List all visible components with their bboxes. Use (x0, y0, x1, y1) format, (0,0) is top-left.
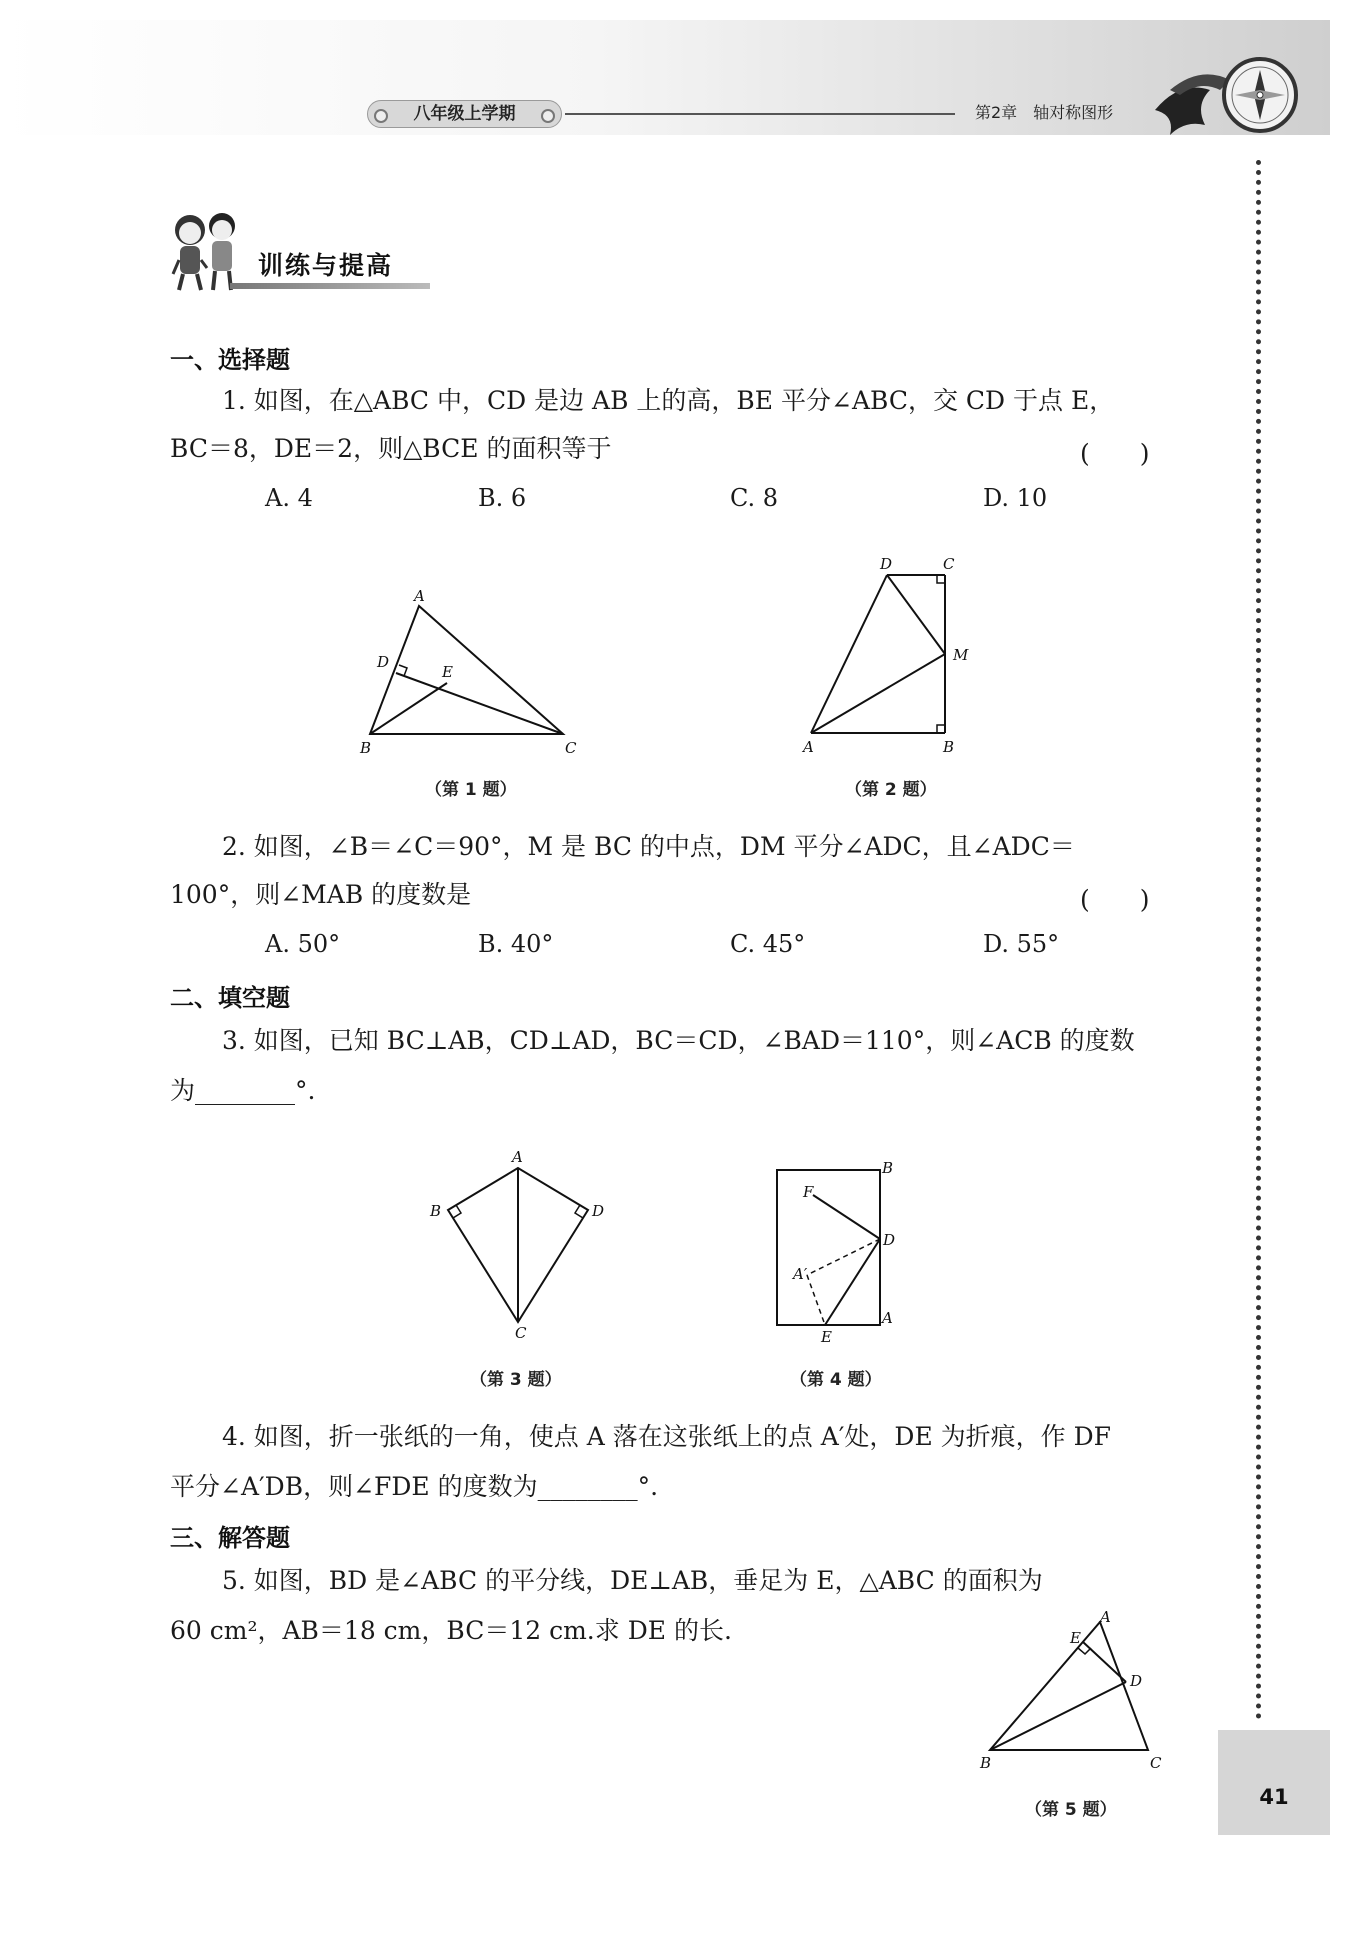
q2-option-d: D. 55° (983, 930, 1060, 958)
q1-answer-paren: ( ) (1080, 439, 1150, 468)
fig1-label-c: C (565, 739, 577, 757)
q4-line1: 4. 如图，折一张纸的一角，使点 A 落在这张纸上的点 A′处，DE 为折痕，作 DF (222, 1422, 1112, 1451)
fig1-label-a: A (414, 587, 425, 605)
caption-fig4: （第 4 题） (790, 1370, 882, 1390)
heading-answer: 三、解答题 (170, 1524, 290, 1552)
caption-fig5: （第 5 题） (1025, 1800, 1117, 1820)
fig5-label-d: D (1130, 1672, 1143, 1690)
caption-fig1: （第 1 题） (425, 780, 517, 800)
chapter-label: 第2章 轴对称图形 (975, 103, 1114, 122)
fig2-label-a: A (803, 738, 814, 756)
q2-option-c: C. 45° (730, 930, 806, 958)
heading-fill: 二、填空题 (170, 984, 290, 1012)
fig4-label-b: B (882, 1159, 894, 1177)
page-dotted-border (1256, 160, 1261, 1720)
q2-option-b: B. 40° (478, 930, 554, 958)
q2-line1: 2. 如图，∠B＝∠C＝90°，M 是 BC 的中点，DM 平分∠ADC，且∠ADC＝ (222, 832, 1075, 861)
fig1-label-e: E (442, 663, 453, 681)
fig5-label-c: C (1150, 1754, 1162, 1772)
fig2-label-b: B (943, 738, 955, 756)
q3-line1: 3. 如图，已知 BC⊥AB，CD⊥AD，BC＝CD，∠BAD＝110°，则∠ACB 的度数 (222, 1026, 1135, 1055)
q1-option-c: C. 8 (730, 484, 779, 512)
page-number: 41 (1259, 1785, 1289, 1809)
figure-1 (350, 585, 590, 760)
fig2-label-m: M (953, 646, 969, 664)
page-header (0, 0, 1350, 150)
q1-line2: BC＝8，DE＝2，则△BCE 的面积等于 (170, 434, 612, 463)
section-title-underline (230, 283, 430, 289)
q2-line2: 100°，则∠MAB 的度数是 (170, 880, 472, 909)
q3-line2: 为________°. (170, 1076, 316, 1105)
caption-fig2: （第 2 题） (845, 780, 937, 800)
q1-option-a: A. 4 (265, 484, 313, 512)
heading-choice: 一、选择题 (170, 346, 290, 374)
figure-2 (795, 550, 985, 765)
q5-line1: 5. 如图，BD 是∠ABC 的平分线，DE⊥AB，垂足为 E，△ABC 的面积为 (222, 1566, 1043, 1595)
figure-4 (765, 1155, 905, 1345)
q1-option-d: D. 10 (983, 484, 1048, 512)
grade-label: 八年级上学期 (367, 100, 562, 128)
fig3-label-b: B (430, 1202, 442, 1220)
figure-5 (970, 1610, 1170, 1780)
fig4-label-a-prime: A′ (793, 1265, 808, 1283)
header-divider (565, 113, 955, 115)
compass-runner-icon (1150, 50, 1300, 145)
fig4-label-d: D (883, 1231, 896, 1249)
fig5-label-b: B (980, 1754, 992, 1772)
fig2-label-d: D (880, 555, 893, 573)
q4-line2: 平分∠A′DB，则∠FDE 的度数为________°. (170, 1472, 659, 1501)
q5-line2: 60 cm²，AB＝18 cm，BC＝12 cm.求 DE 的长. (170, 1616, 732, 1645)
figure-3 (420, 1140, 620, 1340)
fig3-label-a: A (512, 1148, 523, 1166)
fig2-label-c: C (943, 555, 955, 573)
fig4-label-e: E (821, 1328, 832, 1345)
fig4-label-f: F (803, 1183, 814, 1201)
section-title: 训练与提高 (258, 251, 394, 280)
fig3-label-c: C (515, 1324, 527, 1340)
caption-fig3: （第 3 题） (470, 1370, 562, 1390)
page-number-tab (1218, 1730, 1330, 1835)
fig4-label-a: A (882, 1309, 893, 1327)
q1-line1: 1. 如图，在△ABC 中，CD 是边 AB 上的高，BE 平分∠ABC，交 CD 于点 E， (222, 386, 1115, 415)
q2-option-a: A. 50° (265, 930, 341, 958)
fig5-label-a: A (1100, 1610, 1111, 1626)
q2-answer-paren: ( ) (1080, 885, 1150, 914)
q1-option-b: B. 6 (478, 484, 527, 512)
fig5-label-e: E (1070, 1629, 1081, 1647)
fig3-label-d: D (592, 1202, 605, 1220)
fig1-label-b: B (360, 739, 372, 757)
fig1-label-d: D (377, 653, 390, 671)
